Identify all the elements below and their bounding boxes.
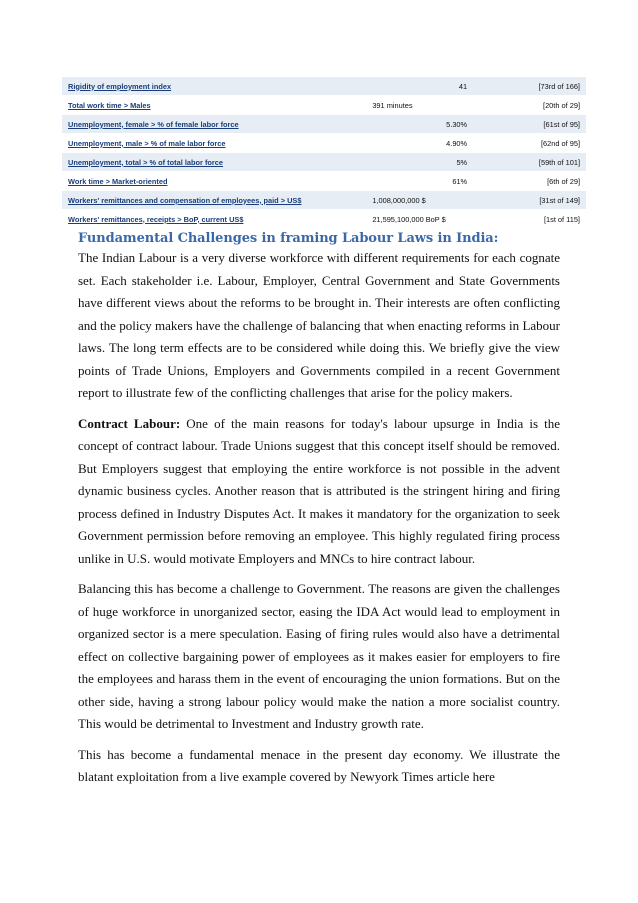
indicator-link[interactable]: Work time > Market-oriented — [68, 176, 168, 186]
indicator-link[interactable]: Unemployment, male > % of male labor force — [68, 138, 226, 148]
closing-paragraph: This has become a fundamental menace in the present day economy. We illustrate the blatant exploitation from a live example covered by Newyork Times article here — [78, 746, 560, 784]
indicator-value: 41 — [366, 77, 473, 95]
indicator-value: 4.90% — [366, 134, 473, 152]
indicator-rank: [73rd of 166] — [473, 77, 586, 95]
indicator-link[interactable]: Rigidity of employment index — [68, 81, 172, 91]
indicator-value: 5% — [366, 153, 473, 171]
indicator-rank: [62nd of 95] — [473, 134, 586, 152]
table-row — [62, 172, 586, 190]
contract-labour-paragraph — [78, 413, 560, 571]
indicator-value: 391 minutes — [366, 96, 473, 114]
intro-paragraph: The Indian Labour is a very diverse workforce with different requirements for each cognate set. Each stakeholder i.e. Labour, Employer, Central Government and State Governments have different views about the reforms to be brought in. Their interests are often conflicting and the policy makers have the challenge of balancing that when enacting reforms in Labour laws. The long term effects are to be considered while doing this. We briefly give the view points of Trade Unions, Employers and Governments compiled in a recent Government report to illustrate few of the conflicting challenges that arise for the policy makers. — [78, 250, 560, 400]
contract-labour-text: One of the main reasons for today's labour upsurge in India is the concept of contract labour. Trade Unions suggest that this concept itself should be removed. But Employers suggest that employing the entire workforce is not possible in the advent dynamic business cycles. Another reason that is attributed is the stringent hiring and firing process defined in Industry Disputes Act. It makes it mandatory for the organization to seek Government permission before removing an employee. This highly regulated firing process unlike in U.S. would motivate Employers and MNCs to hire contract labour. — [78, 415, 560, 566]
indicator-value: 1,008,000,000 $ — [366, 191, 473, 209]
indicator-rank: [61st of 95] — [473, 115, 586, 133]
table-row — [62, 191, 586, 209]
indicator-rank: [20th of 29] — [473, 96, 586, 114]
table-row — [62, 77, 586, 95]
indicator-value: 21,595,100,000 BoP $ — [366, 210, 473, 228]
indicator-rank: [6th of 29] — [473, 172, 586, 190]
contract-labour-label: Contract Labour: — [78, 415, 181, 431]
table-row — [62, 153, 586, 171]
section-heading: Fundamental Challenges in framing Labour Laws in India: — [78, 231, 499, 246]
indicator-link[interactable]: Workers' remittances and compensation of employees, paid > US$ — [68, 195, 302, 205]
indicator-link[interactable]: Unemployment, female > % of female labor force — [68, 119, 239, 129]
table-row — [62, 210, 586, 228]
indicator-link[interactable]: Workers' remittances, receipts > BoP, current US$ — [68, 214, 244, 224]
article-body — [78, 231, 560, 789]
indicator-rank: [59th of 101] — [473, 153, 586, 171]
indicator-value: 5.30% — [366, 115, 473, 133]
table-row — [62, 115, 586, 133]
indicator-rank: [31st of 149] — [473, 191, 586, 209]
labour-statistics-table — [62, 76, 586, 229]
balancing-paragraph: Balancing this has become a challenge to Government. The reasons are given the challenges of huge workforce in unorganized sector, easing the IDA Act would lead to employment in organized sector is a mere speculation. Easing of firing rules would also have a detrimental effect on collective bargaining power of employees as it makes easier for employers to fire the employees and harass them in the event of encouraging the union formations. But on the other side, having a strong labour policy would make the nation a more socialist country. This would be detrimental to Investment and Industry growth rate. — [78, 581, 560, 731]
indicator-link[interactable]: Unemployment, total > % of total labor force — [68, 157, 224, 167]
table-row — [62, 96, 586, 114]
indicator-rank: [1st of 115] — [473, 210, 586, 228]
table-row — [62, 134, 586, 152]
indicator-link[interactable]: Total work time > Males — [68, 100, 151, 110]
indicator-value: 61% — [366, 172, 473, 190]
